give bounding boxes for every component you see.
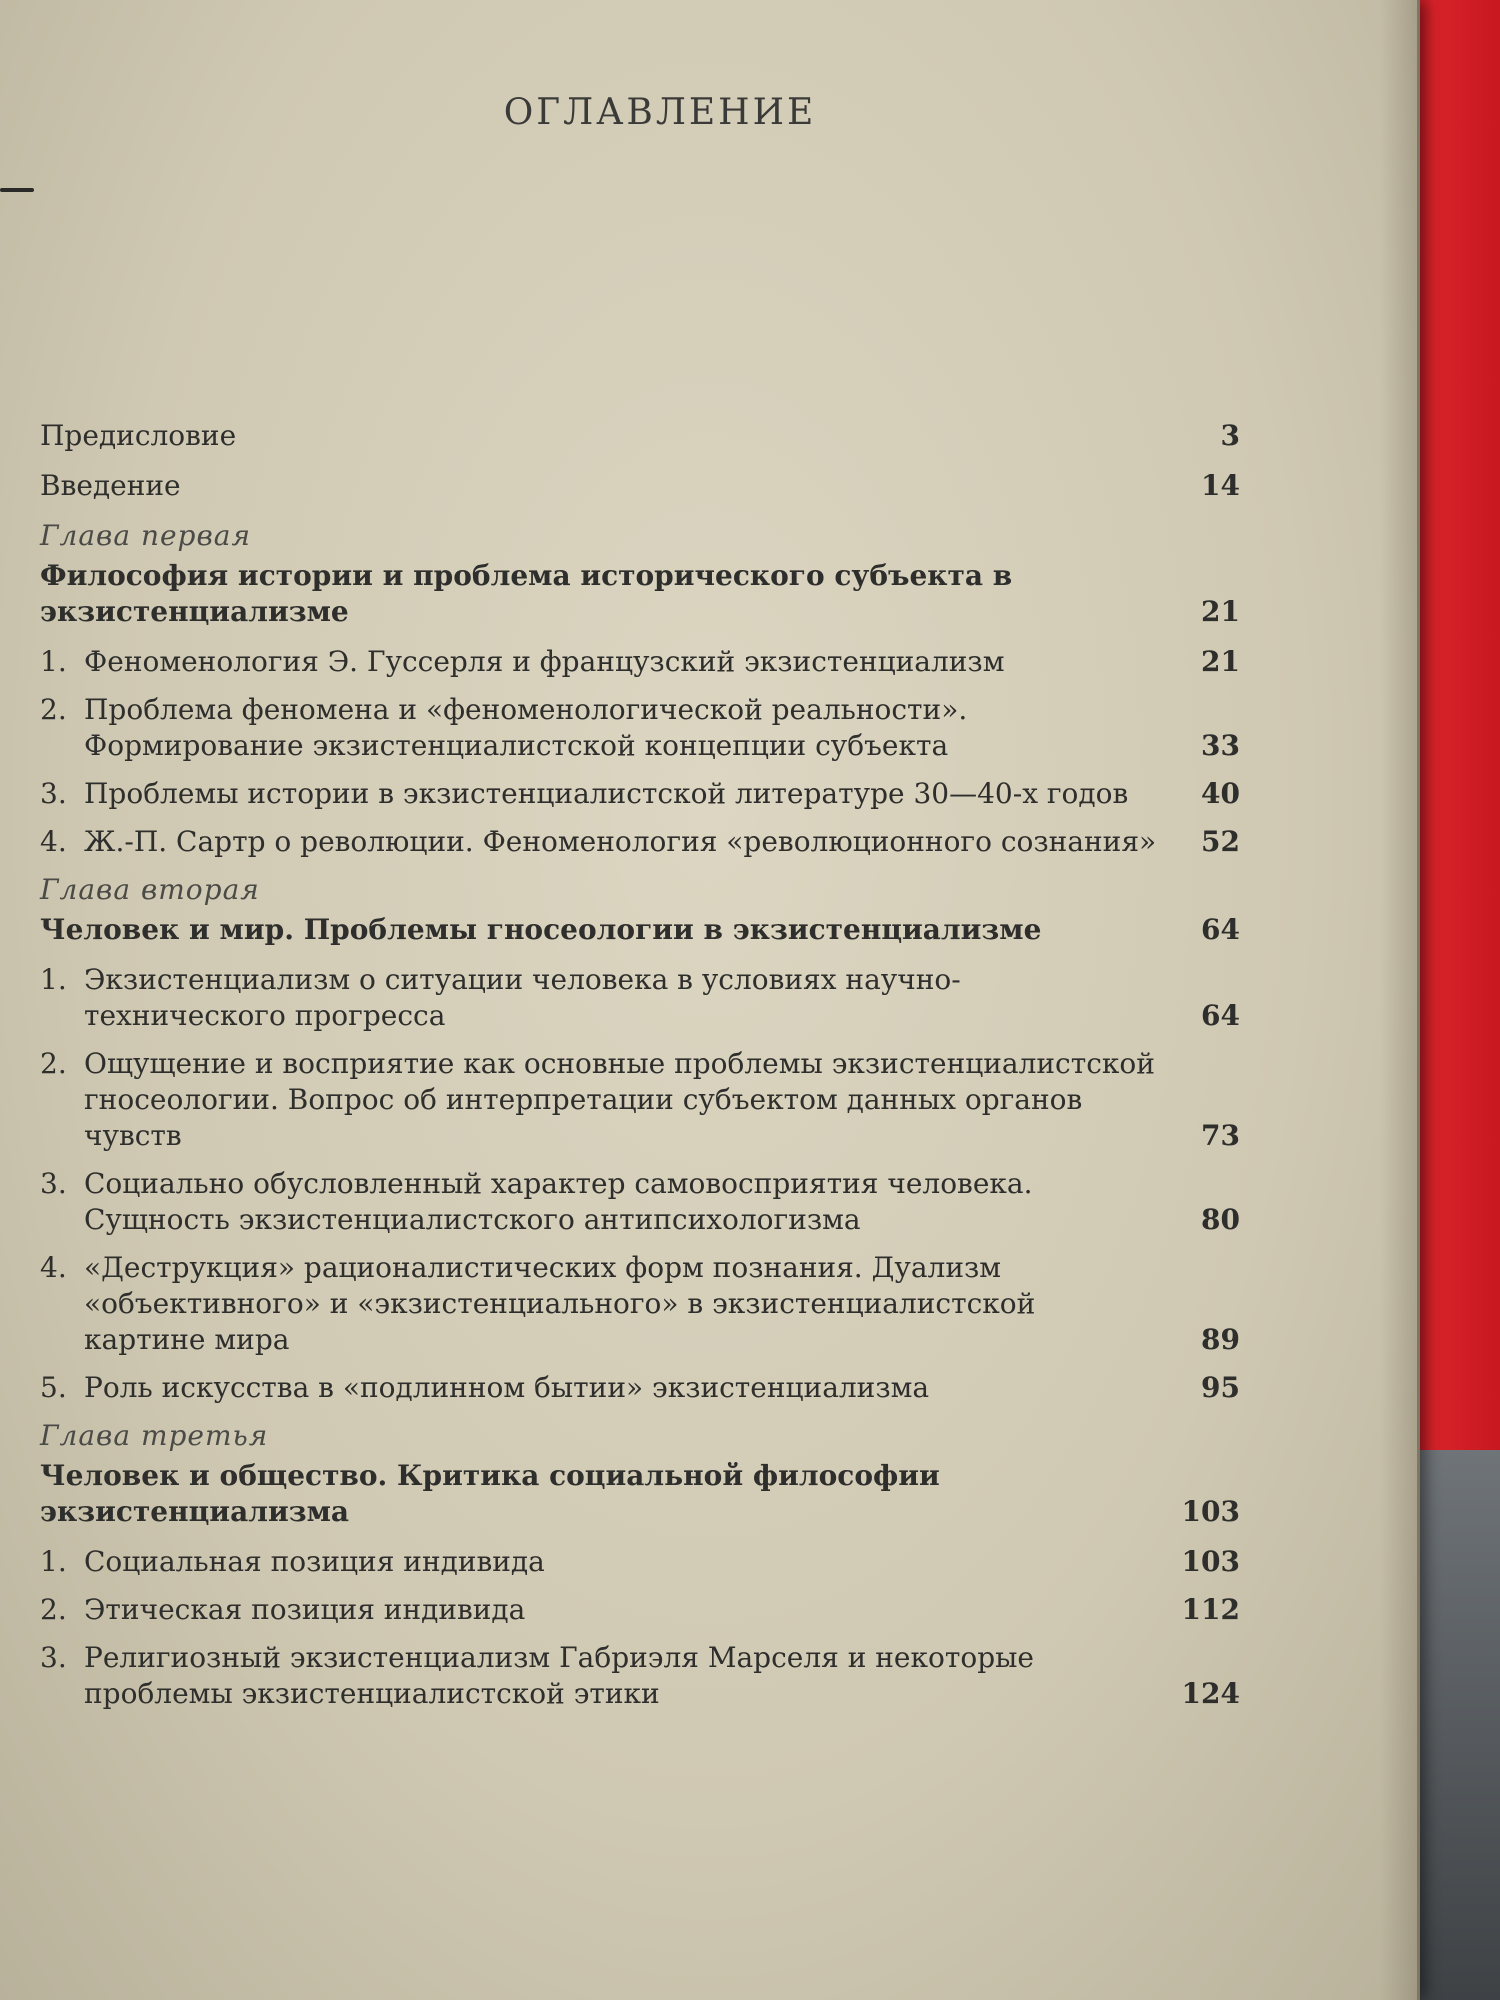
item-page: 112 [1181,1593,1240,1626]
toc-entry-preface[interactable] [40,418,1240,454]
item-page: 52 [1201,825,1240,858]
item-page: 89 [1201,1323,1240,1356]
toc-item[interactable] [40,776,1240,812]
chapter-page: 64 [1201,913,1240,946]
toc-item[interactable] [40,692,1240,764]
item-text: Ощущение и восприятие как основные проблемы экзистенциалистской гносеологии. Вопрос об интерпретации субъектом данных органов чувств [84,1047,1155,1152]
item-text: Этическая позиция индивида [84,1593,526,1626]
item-page: 80 [1201,1203,1240,1236]
toc-entry-page: 3 [1220,419,1240,452]
item-page: 40 [1201,777,1240,810]
chapter-title-entry[interactable] [40,912,1240,948]
toc-item[interactable] [40,824,1240,860]
item-text: Социально обусловленный характер самовосприятия человека. Сущность экзистенциалистского антипсихологизма [84,1167,1033,1236]
chapter-page: 21 [1201,595,1240,628]
item-text: Религиозный экзистенциализм Габриэля Марселя и некоторые проблемы экзистенциалистской этики [84,1641,1034,1710]
item-page: 21 [1201,645,1240,678]
item-text: Феноменология Э. Гуссерля и французский экзистенциализм [84,645,1005,678]
item-page: 73 [1201,1119,1240,1152]
item-number: 4. [40,1251,67,1284]
chapter-title-entry[interactable] [40,1458,1240,1530]
item-page: 103 [1181,1545,1240,1578]
item-number: 1. [40,1545,67,1578]
item-text: Проблема феномена и «феноменологической реальности». Формирование экзистенциалистской концепции субъекта [84,693,968,762]
item-text: Экзистенциализм о ситуации человека в условиях научно-технического прогресса [84,963,961,1032]
toc-entry-introduction[interactable] [40,468,1240,504]
toc-item[interactable] [40,1544,1240,1580]
pencil-mark [0,188,34,192]
item-number: 3. [40,1167,67,1200]
item-number: 1. [40,963,67,996]
page-title: ОГЛАВЛЕНИЕ [503,92,817,133]
chapter-page: 103 [1181,1495,1240,1528]
toc-item[interactable] [40,1166,1240,1238]
chapter-title-entry[interactable] [40,558,1240,630]
table-of-contents [40,418,1240,1724]
item-page: 33 [1201,729,1240,762]
toc-item[interactable] [40,1370,1240,1406]
toc-item[interactable] [40,1640,1240,1712]
chapter-label: Глава вторая [40,873,260,906]
chapter-label: Глава первая [40,519,252,552]
toc-item[interactable] [40,1592,1240,1628]
chapter-label: Глава третья [40,1419,269,1452]
item-page: 95 [1201,1371,1240,1404]
toc-item[interactable] [40,1250,1240,1358]
item-page: 124 [1181,1677,1240,1710]
item-number: 2. [40,1047,67,1080]
item-text: Социальная позиция индивида [84,1545,545,1578]
item-number: 2. [40,1593,67,1626]
toc-item[interactable] [40,1046,1240,1154]
item-number: 1. [40,645,67,678]
toc-item[interactable] [40,644,1240,680]
item-text: «Деструкция» рационалистических форм познания. Дуализм «объективного» и «экзистенциального» в экзистенциалистской картине мира [84,1251,1036,1356]
item-number: 3. [40,1641,67,1674]
item-number: 5. [40,1371,67,1404]
grey-backdrop [1410,1450,1500,2000]
toc-entry-page: 14 [1201,469,1240,502]
item-text: Роль искусства в «подлинном бытии» экзистенциализма [84,1371,930,1404]
page-edge-shadow [1380,0,1420,2000]
item-text: Ж.-П. Сартр о революции. Феноменология «революционного сознания» [84,825,1157,858]
item-number: 3. [40,777,67,810]
item-text: Проблемы истории в экзистенциалистской литературе 30—40-х годов [84,777,1129,810]
item-page: 64 [1201,999,1240,1032]
item-number: 4. [40,825,67,858]
toc-entry-label: Предисловие [40,419,237,452]
toc-item[interactable] [40,962,1240,1034]
chapter-title: Человек и общество. Критика социальной философии экзистенциализма [40,1459,940,1528]
chapter-title: Философия истории и проблема исторического субъекта в экзистенциализме [40,559,1013,628]
toc-entry-label: Введение [40,469,181,502]
chapter-title: Человек и мир. Проблемы гносеологии в экзистенциализме [40,913,1042,946]
item-number: 2. [40,693,67,726]
